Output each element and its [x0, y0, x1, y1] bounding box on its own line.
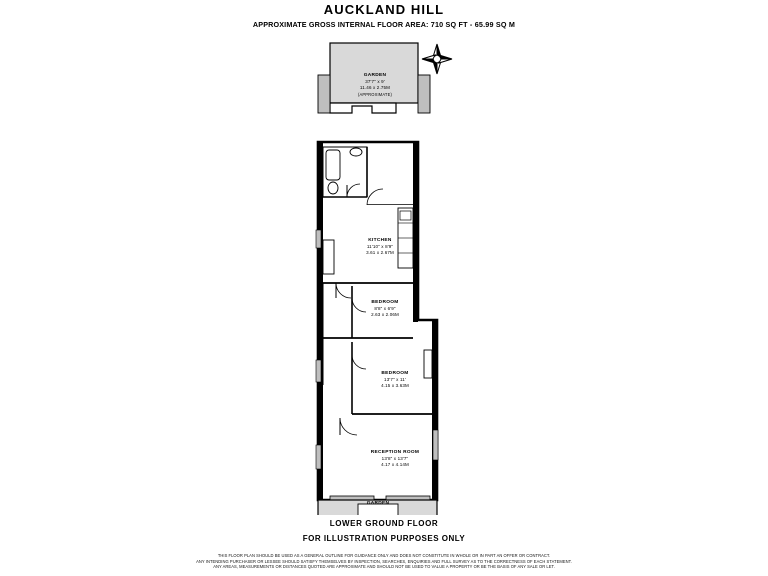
- room-dim-metric: 4.17 x 4.14M: [381, 462, 409, 468]
- wc-fixture: [328, 182, 338, 194]
- disclaimer-line-3: ANY AREAS, MEASUREMENTS OR DISTANCES QUOTED ARE APPROXIMATE AND SHOULD NOT BE USED TO VALUE A PROPERTY OR BE THE BASIS OF ANY SALE OR LET.: [213, 564, 555, 570]
- floorplan-drawing: [0, 30, 768, 515]
- room-label-bedroom-2: [330, 300, 440, 319]
- room-name: BEDROOM: [371, 300, 399, 305]
- room-dim-metric: 3.61 x 2.67M: [366, 250, 394, 256]
- room-name: BEDROOM: [381, 371, 409, 376]
- floor-area-prefix: APPROXIMATE GROSS INTERNAL FLOOR AREA:: [252, 20, 429, 29]
- window-left-reception: [316, 445, 321, 469]
- party-wall-right-lower: [432, 320, 437, 500]
- garden-steps: [330, 103, 396, 113]
- room-dim-imperial: 37'7" x 9': [365, 79, 385, 85]
- room-name: GARDEN: [363, 73, 387, 78]
- illustration-note: FOR ILLUSTRATION PURPOSES ONLY: [302, 534, 466, 543]
- floorplan-svg: [0, 30, 768, 515]
- room-dim-imperial: 13'8" x 13'7": [381, 456, 409, 462]
- room-label-garden-bottom: GARDEN: [366, 501, 390, 506]
- room-dim-metric: 11.46 x 2.75M: [359, 85, 391, 91]
- plan-geometry: [316, 43, 438, 515]
- page-title: AUCKLAND HILL: [323, 2, 445, 17]
- room-label-reception-room: [330, 450, 460, 469]
- floor-level-label: LOWER GROUND FLOOR: [329, 519, 439, 528]
- room-label-bedroom-1: [340, 371, 450, 390]
- disclaimer-text: [0, 553, 768, 570]
- bathtub-fixture: [326, 150, 340, 180]
- window-left-bedroom: [316, 360, 321, 382]
- window-left-kitchen: [316, 230, 321, 248]
- party-wall-right-upper: [413, 142, 418, 322]
- floor-area-subtitle: [0, 20, 768, 29]
- room-dim-metric: 4.15 x 3.63M: [381, 383, 409, 389]
- compass-north-icon: [420, 42, 454, 76]
- kitchen-sink: [400, 211, 411, 220]
- room-note: (APPROXIMATE): [358, 91, 392, 97]
- floor-area-value: 710 SQ FT - 65.99 SQ M: [430, 20, 516, 29]
- room-name: KITCHEN: [368, 238, 392, 243]
- room-label-kitchen: [330, 238, 430, 257]
- disclaimer-line-1: THIS FLOOR PLAN SHOULD BE USED AS A GENERAL OUTLINE FOR GUIDANCE ONLY AND DOES NOT CONSTITUTE IN WHOLE OR IN PART AN OFFER OR CONTRACT.: [217, 553, 551, 558]
- room-dim-metric: 2.63 x 2.06M: [371, 312, 399, 318]
- room-dim-imperial: 11'10" x 8'9": [366, 244, 394, 250]
- room-label-garden-top: [320, 73, 430, 98]
- room-dim-imperial: 8'8" x 6'9": [374, 306, 396, 312]
- room-dim-imperial: 13'7" x 11': [384, 377, 406, 383]
- room-name: RECEPTION ROOM: [370, 450, 420, 455]
- disclaimer-line-2: ANY INTENDING PURCHASER OR LESSEE SHOULD SATISFY THEMSELVES BY INSPECTION, SEARCHES, ENQUIRIES AND FULL SURVEY AS TO THE CORRECTNESS OF EACH STATEMENT.: [196, 558, 572, 564]
- basin-fixture: [350, 148, 362, 156]
